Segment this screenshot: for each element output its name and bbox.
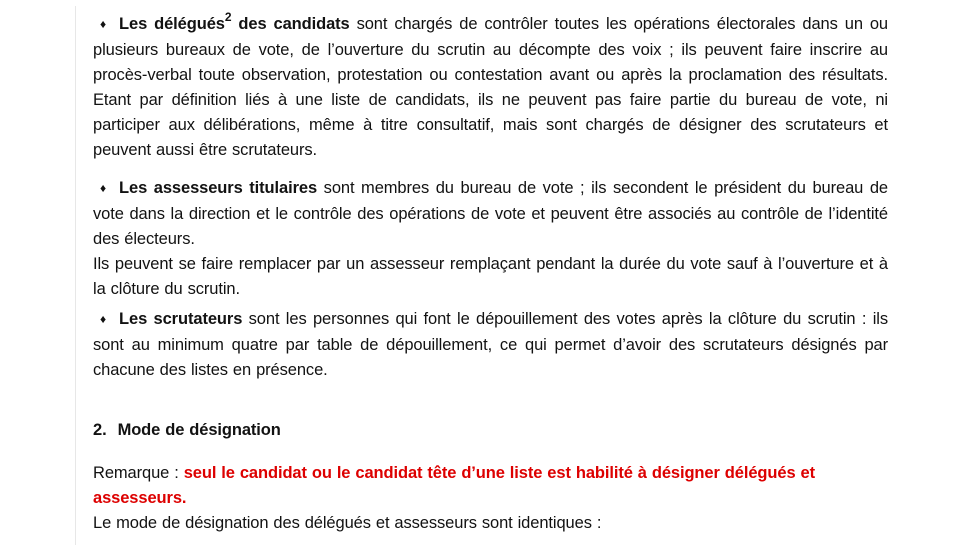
paragraph-delegates bbox=[93, 9, 889, 163]
remark-lead-text: Remarque : bbox=[93, 464, 184, 482]
section-heading-designation bbox=[93, 418, 888, 443]
document-page bbox=[93, 9, 889, 536]
scan-artifact-left-border bbox=[75, 6, 76, 545]
scrutineers-lead-bold: Les scrutateurs bbox=[119, 310, 243, 328]
scrutineers-body-text: sont les personnes qui font le dépouillement des votes après la clôture du scrutin : ils sont au minimum quatre par table de dépouillement, ce qui permet d’avoir des scrutateurs désignés par chacune des listes en présence. bbox=[93, 310, 888, 379]
heading-label: Mode de désignation bbox=[117, 421, 281, 439]
footnote-superscript: 2 bbox=[224, 9, 232, 24]
delegates-body-text: sont chargés de contrôler toutes les opérations électorales dans un ou plusieurs bureaux de vote, de l’ouverture du scrutin au décompte des voix ; ils peuvent faire inscrire au procès-verbal toute observation, protestation ou contestation avant ou après la proclamation des résultats. Etant par définition liés à une liste de candidats, ils ne peuvent pas faire partie du bureau de vote, ni participer aux délibérations, même à titre consultatif, mais sont chargés de désigner des scrutateurs et peuvent aussi être scrutateurs. bbox=[93, 15, 889, 159]
diamond-bullet-icon: ♦ bbox=[100, 17, 107, 31]
assessors-continuation-text: Ils peuvent se faire remplacer par un assesseur remplaçant pendant la durée du vote sauf à l’ouverture et à la clôture du scrutin. bbox=[93, 255, 888, 298]
delegates-lead-bold-2: des candidats bbox=[231, 15, 350, 33]
remark-highlight-red-text: seul le candidat ou le candidat tête d’une liste est habilité à désigner délégués et assesseurs. bbox=[93, 464, 815, 507]
assessors-body-text: sont membres du bureau de vote ; ils secondent le président du bureau de vote dans la direction et le contrôle des opérations de vote et peuvent être associés au contrôle de l’identité des électeurs. bbox=[93, 179, 888, 248]
diamond-bullet-icon: ♦ bbox=[100, 181, 107, 195]
paragraph-remark bbox=[93, 461, 888, 511]
paragraph-assessors bbox=[93, 176, 888, 252]
paragraph-assessors-continuation bbox=[93, 252, 888, 302]
paragraph-scrutineers bbox=[93, 307, 888, 383]
paragraph-closing-line: Le mode de désignation des délégués et assesseurs sont identiques : bbox=[93, 514, 602, 532]
diamond-bullet-icon: ♦ bbox=[100, 312, 107, 326]
assessors-lead-bold: Les assesseurs titulaires bbox=[119, 179, 318, 197]
delegates-lead-bold: Les délégués bbox=[119, 15, 225, 33]
heading-number: 2. bbox=[93, 421, 107, 439]
